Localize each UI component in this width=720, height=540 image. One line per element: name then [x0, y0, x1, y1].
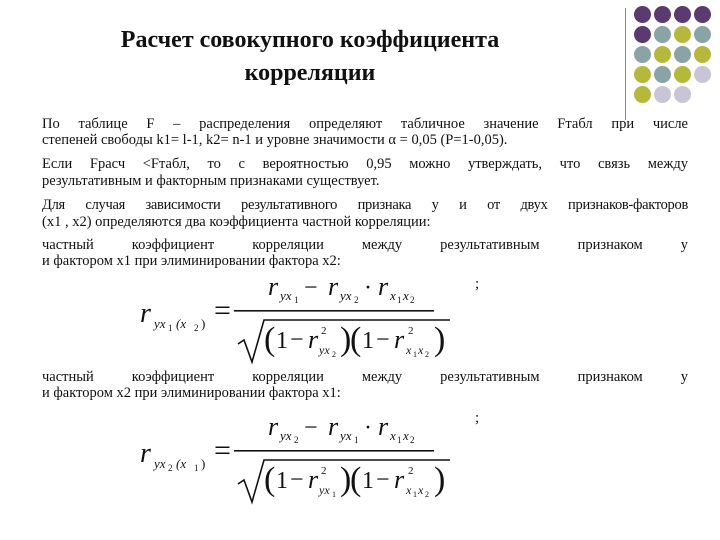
- decorative-dot: [654, 46, 671, 63]
- num-r3: r: [378, 272, 389, 301]
- num-r3-idx-b: 2: [410, 435, 415, 445]
- num-r1: r: [268, 272, 279, 301]
- decorative-dot: [634, 6, 651, 23]
- lhs-close: ): [201, 456, 206, 471]
- num-r1: r: [268, 412, 279, 441]
- decorative-dot: [694, 6, 711, 23]
- decorative-dot: [674, 6, 691, 23]
- lhs-paren-idx: 1: [194, 463, 199, 473]
- body-line-5: Для случая зависимости результативного признака y и от двух признаков-факторов: [42, 197, 688, 213]
- den-sup-1: 2: [321, 465, 327, 477]
- decorative-dot: [654, 6, 671, 23]
- body-line-10: и фактором x2 при элиминировании фактора x1:: [42, 385, 341, 401]
- decorative-dot: [634, 86, 651, 103]
- lhs-r: r: [140, 438, 151, 469]
- decorative-dot: [634, 26, 651, 43]
- equals-sign: =: [214, 434, 231, 467]
- lhs-sub: yx: [154, 456, 166, 471]
- den-close-paren-2: ): [434, 461, 446, 498]
- formula-partial-correlation-1: [140, 270, 470, 368]
- decorative-dot: [654, 26, 671, 43]
- den-idx-2b: 2: [425, 350, 429, 359]
- lhs-close: ): [201, 316, 206, 331]
- den-one-2: 1: [362, 328, 374, 354]
- decorative-dot: [654, 66, 671, 83]
- den-sub-2a: x: [406, 343, 412, 357]
- den-close-paren-1: ): [340, 461, 352, 498]
- den-minus-2: −: [376, 467, 390, 493]
- lhs-paren: (x: [176, 456, 187, 471]
- num-dot: ·: [364, 415, 372, 441]
- equals-sign: =: [214, 294, 231, 327]
- num-r3-sub-a: x: [390, 288, 396, 303]
- fraction-bar: [234, 450, 434, 452]
- den-open-paren-2: (: [350, 461, 362, 498]
- den-sup-1: 2: [321, 325, 327, 337]
- decorative-dot: [694, 46, 711, 63]
- den-idx-2a: 1: [413, 490, 417, 499]
- num-r3: r: [378, 412, 389, 441]
- den-sub-2b: x: [418, 483, 424, 497]
- den-sup-2: 2: [408, 325, 414, 337]
- num-r2-idx: 1: [354, 435, 359, 445]
- decorative-dot: [694, 26, 711, 43]
- decorative-dot: [634, 46, 651, 63]
- formula-partial-correlation-2: [140, 410, 470, 508]
- fraction-bar: [234, 310, 434, 312]
- semicolon-1: ;: [475, 276, 480, 292]
- num-r1-sub: yx: [280, 428, 292, 443]
- decorative-dot: [674, 46, 691, 63]
- den-r1: r: [308, 325, 319, 354]
- num-dot: ·: [364, 275, 372, 301]
- decorative-divider: [625, 8, 626, 120]
- body-line-3: Если Fрасч <Fтабл, то с вероятностью 0,95 можно утверждать, что связь между: [42, 156, 688, 172]
- decorative-dot: [694, 66, 711, 83]
- title-line-1: Расчет совокупного коэффициента: [120, 27, 500, 53]
- den-r2: r: [394, 325, 405, 354]
- num-r3-sub-b: x: [403, 428, 409, 443]
- den-sub-1: yx: [319, 483, 330, 497]
- den-idx-1: 2: [332, 350, 336, 359]
- semicolon-2: ;: [475, 410, 480, 426]
- decorative-dot: [674, 66, 691, 83]
- num-r2-sub: yx: [340, 428, 352, 443]
- lhs-sub-idx: 1: [168, 323, 173, 333]
- den-r2: r: [394, 465, 405, 494]
- num-minus: −: [304, 415, 318, 441]
- den-idx-2b: 2: [425, 490, 429, 499]
- decorative-dot: [634, 66, 651, 83]
- decorative-dot: [674, 86, 691, 103]
- body-line-4: результативным и факторным признаками существует.: [42, 173, 380, 189]
- decorative-dot: [654, 86, 671, 103]
- title-line-2: корреляции: [244, 60, 376, 86]
- num-r2: r: [328, 412, 339, 441]
- num-r2-idx: 2: [354, 295, 359, 305]
- den-idx-2a: 1: [413, 350, 417, 359]
- den-r1: r: [308, 465, 319, 494]
- body-line-6: (x1 , x2) определяются два коэффициента частной корреляции:: [42, 214, 431, 230]
- slide-title: [80, 24, 540, 90]
- num-r3-idx-a: 1: [397, 295, 402, 305]
- den-sub-2b: x: [418, 343, 424, 357]
- den-one-1: 1: [276, 328, 288, 354]
- lhs-paren-idx: 2: [194, 323, 199, 333]
- num-r1-idx: 2: [294, 435, 299, 445]
- den-one-2: 1: [362, 468, 374, 494]
- den-close-paren-2: ): [434, 321, 446, 358]
- den-close-paren-1: ): [340, 321, 352, 358]
- decorative-dot: [674, 26, 691, 43]
- den-sub-2a: x: [406, 483, 412, 497]
- body-line-9: частный коэффициент корреляции между результативным признаком y: [42, 369, 688, 385]
- den-sup-2: 2: [408, 465, 414, 477]
- den-one-1: 1: [276, 468, 288, 494]
- den-minus-1: −: [290, 327, 304, 353]
- num-r1-idx: 1: [294, 295, 299, 305]
- lhs-sub: yx: [154, 316, 166, 331]
- body-line-1: По таблице F – распределения определяют табличное значение Fтабл при числе: [42, 116, 688, 132]
- num-minus: −: [304, 275, 318, 301]
- body-line-2: степеней свободы k1= l-1, k2= n-1 и уровне значимости α = 0,05 (P=1-0,05).: [42, 132, 508, 148]
- num-r2: r: [328, 272, 339, 301]
- body-line-8: и фактором x1 при элиминировании фактора x2:: [42, 253, 341, 269]
- lhs-r: r: [140, 298, 151, 329]
- den-open-paren-1: (: [264, 321, 276, 358]
- body-line-7: частный коэффициент корреляции между результативным признаком y: [42, 237, 688, 253]
- num-r3-sub-b: x: [403, 288, 409, 303]
- den-open-paren-1: (: [264, 461, 276, 498]
- num-r3-idx-a: 1: [397, 435, 402, 445]
- den-minus-2: −: [376, 327, 390, 353]
- lhs-paren: (x: [176, 316, 187, 331]
- den-minus-1: −: [290, 467, 304, 493]
- den-open-paren-2: (: [350, 321, 362, 358]
- num-r2-sub: yx: [340, 288, 352, 303]
- lhs-sub-idx: 2: [168, 463, 173, 473]
- num-r3-idx-b: 2: [410, 295, 415, 305]
- num-r3-sub-a: x: [390, 428, 396, 443]
- num-r1-sub: yx: [280, 288, 292, 303]
- decorative-dot-grid: [634, 6, 714, 116]
- den-idx-1: 1: [332, 490, 336, 499]
- den-sub-1: yx: [319, 343, 330, 357]
